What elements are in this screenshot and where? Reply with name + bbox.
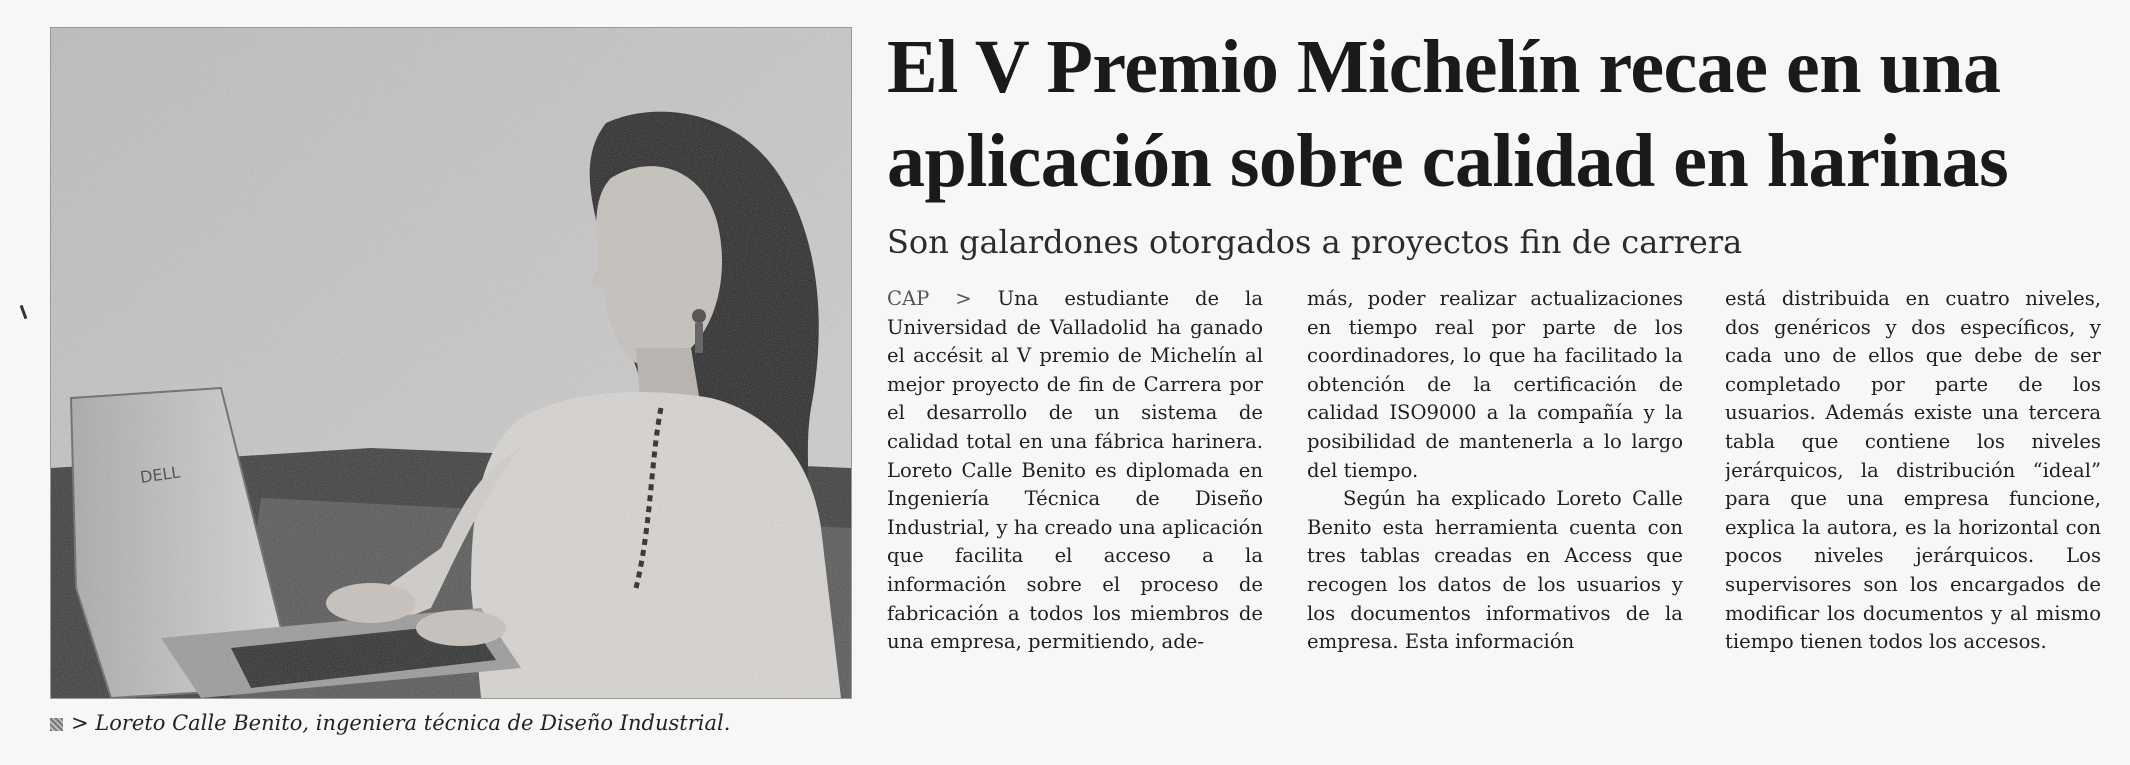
column-1-paragraph xyxy=(887,285,1263,657)
photo-caption xyxy=(50,705,850,741)
photo-caption-text: > Loreto Calle Benito, ingeniera técnica de Diseño Industrial. xyxy=(71,711,731,735)
column-3-paragraph: está distribuida en cuatro niveles, dos genéricos y dos específicos, y cada uno de ellos que debe de ser completado por parte de los usuarios. Además existe una tercera tabla que contiene los niveles jerárquicos, la distribución “ideal” para que una empresa funcione, explica la autora, es la horizontal con pocos niveles jerárquicos. Los supervisores son los encargados de modificar los documentos y al mismo tiempo tienen todos los accesos. xyxy=(1725,287,2101,654)
laptop-logo: DELL xyxy=(138,462,182,487)
column-1-text: Una estudiante de la Universidad de Valladolid ha ganado el accésit al V premio de Michelín al mejor proyecto de fin de Carrera por el desarrollo de un sistema de calidad total en una fábrica harinera. Loreto Calle Benito es diplomada en Ingeniería Técnica de Diseño Industrial, y ha creado una aplicación que facilita el acceso a la información sobre el proceso de fabricación a todos los miembros de una empresa, permitiendo, ade- xyxy=(887,287,1263,654)
column-2-paragraph-2: Según ha explicado Loreto Calle Benito esta herramienta cuenta con tres tablas creadas en Access que recogen los datos de los usuarios y los documentos informativos de la empresa. Esta información xyxy=(1307,487,1683,654)
article-column-3 xyxy=(1725,285,2101,705)
article-column-2 xyxy=(1307,285,1683,705)
scan-mark xyxy=(20,305,28,319)
photo-illustration xyxy=(51,28,851,698)
dateline: CAP > xyxy=(887,287,972,310)
article-column-1 xyxy=(887,285,1263,705)
caption-marker-icon xyxy=(50,718,63,731)
article-photo xyxy=(50,27,852,699)
article-subheadline: Son galardones otorgados a proyectos fin de carrera xyxy=(887,223,1743,261)
column-2-paragraph-1: más, poder realizar actualizaciones en tiempo real por parte de los coordinadores, lo que ha facilitado la obtención de la certificación de calidad ISO9000 a la compañía y la posibilidad de mantenerla a lo largo del tiempo. xyxy=(1307,287,1683,482)
article-headline: El V Premio Michelín recae en una aplicación sobre calidad en harinas xyxy=(887,25,2009,203)
